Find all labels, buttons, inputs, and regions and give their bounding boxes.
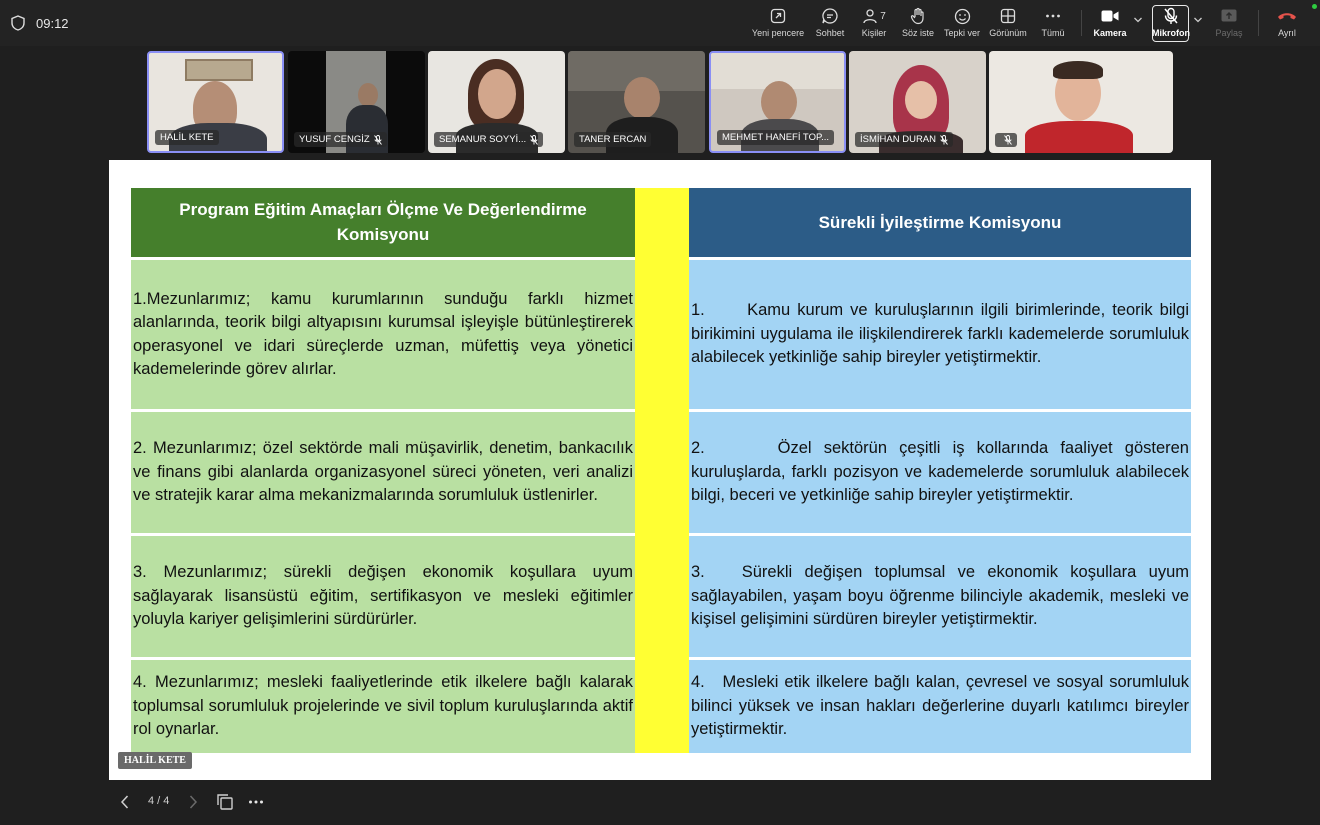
participant-video: [1053, 61, 1103, 79]
mic-muted-icon: [940, 135, 948, 145]
camera-label: Kamera: [1093, 28, 1127, 38]
participant-video: [1025, 121, 1133, 153]
mic-button[interactable]: [1153, 6, 1189, 42]
right-item-text: 2. Özel sektörün çeşitli iş kollarında faaliyet gösteren kuruluşlarda, farklı pozisyon ve kademelerde sorumluluk alabilecek bilgi, beceri ve yetkinliğe sahip bireyler yetiştirmektir.: [691, 439, 1194, 505]
left-item-text: 3. Mezunlarımız; sürekli değişen ekonomik koşullara uyum sağlayarak lisansüstü eğitim, sertifikasyon ve mesleki eğitimler yoluyla kariyer gelişimlerini sürdürürler.: [133, 563, 633, 629]
more-label: Tümü: [1041, 28, 1065, 38]
participant-name-tag: [434, 132, 543, 147]
more-dots-icon: [1045, 13, 1061, 19]
raise-hand-button[interactable]: [900, 6, 936, 42]
grid-view-icon: [1000, 8, 1016, 24]
people-count: 7: [880, 10, 886, 22]
participant-video: [358, 83, 378, 107]
new-window-label: Yeni pencere: [751, 28, 805, 38]
left-item-2: [131, 412, 635, 533]
toolbar-divider: [1081, 10, 1082, 36]
participant-name: TANER ERCAN: [579, 134, 647, 145]
camera-icon: [1101, 9, 1119, 23]
right-item-4: [689, 660, 1194, 753]
participant-name-tag: [717, 130, 834, 145]
participant-name: YUSUF CENGİZ: [299, 134, 370, 145]
leave-button[interactable]: [1270, 6, 1304, 42]
mic-muted-icon: [530, 135, 538, 145]
raise-hand-label: Söz iste: [901, 28, 934, 38]
participant-name: HALİL KETE: [160, 132, 214, 143]
left-item-text: 4. Mezunlarımız; mesleki faaliyetlerinde etik ilkelere bağlı kalarak toplumsal sorumluluk projelerinde ve sivil toplum kuruluşlarında aktif rol oynarlar.: [133, 673, 633, 739]
participant-name: İSMİHAN DURAN: [860, 134, 937, 145]
more-button[interactable]: [1038, 6, 1068, 42]
participant-tile[interactable]: [849, 51, 986, 153]
participant-video: [905, 81, 937, 119]
shield-icon[interactable]: [11, 15, 25, 31]
people-button[interactable]: [858, 6, 890, 42]
right-item-2: [689, 412, 1194, 533]
camera-options-chevron-icon[interactable]: [1133, 16, 1143, 24]
participant-name-tag: [855, 132, 953, 147]
right-item-3: [689, 536, 1194, 657]
participant-video: [478, 69, 516, 119]
left-column-header: Program Eğitim Amaçları Ölçme Ve Değerlendirme Komisyonu: [131, 188, 635, 257]
right-column-header: Sürekli İyileştirme Komisyonu: [689, 188, 1191, 257]
leave-label: Ayrıl: [1278, 28, 1296, 38]
right-item-1: [689, 260, 1194, 409]
new-window-button[interactable]: [750, 6, 806, 42]
mic-options-chevron-icon[interactable]: [1193, 16, 1203, 24]
left-item-4: [131, 660, 635, 753]
chat-label: Sohbet: [815, 28, 845, 38]
next-slide-chevron-icon[interactable]: [187, 792, 199, 812]
mic-label: Mikrofon: [1152, 28, 1190, 38]
active-speaker-tag: HALİL KETE: [118, 752, 192, 769]
mic-muted-icon: [1163, 7, 1179, 25]
wall-picture: [185, 59, 253, 81]
slides-overview-icon[interactable]: [216, 792, 234, 812]
shared-slide: [109, 160, 1211, 780]
participant-tile[interactable]: [709, 51, 846, 153]
right-item-text: 3. Sürekli değişen toplumsal ve ekonomik koşullara uyum sağlayabilen, yaşam boyu öğrenme bilinciyle akademik, mesleki ve kişisel gelişimini sürdüren bireyler yetiştirmektir.: [691, 563, 1194, 629]
smiley-icon: [954, 8, 971, 25]
participant-tile[interactable]: [989, 51, 1173, 153]
participant-tile[interactable]: [568, 51, 705, 153]
participant-tile[interactable]: [288, 51, 425, 153]
participant-name: MEHMET HANEFİ TOP...: [722, 132, 829, 143]
mic-muted-icon: [1004, 135, 1012, 145]
react-label: Tepki ver: [943, 28, 980, 38]
participant-video: [761, 81, 797, 123]
share-screen-icon: [1221, 9, 1237, 23]
toolbar-divider: [1258, 10, 1259, 36]
left-item-text: 1.Mezunlarımız; kamu kurumlarının sunduğu farklı hizmet alanlarında, teorik bilgi altyapısını kurumsal işleyişle bütünleştirerek operasyonel ve idari süreçlerde uzman, müfettiş veya yönetici kademelerinde görev alırlar.: [133, 289, 633, 378]
right-item-text: 1. Kamu kurum ve kuruluşlarının ilgili birimlerinde, teorik bilgi birikimini uygulama ile ilişkilendirerek farklı kademelerde sorumluluk alabilecek yetkinliğe sahip bireyler yetiştirmektir.: [691, 301, 1194, 367]
left-item-text: 2. Mezunlarımız; özel sektörde mali müşavirlik, denetim, bankacılık ve finans gibi alanlarda organizasyonel süreci yöneten, veri analizi ve stratejik karar alma mekanizmalarında sorumluluk üstlenirler.: [133, 439, 633, 505]
view-label: Görünüm: [989, 28, 1027, 38]
people-icon: [862, 8, 878, 24]
new-window-icon: [770, 8, 786, 24]
top-toolbar: [0, 0, 1320, 46]
view-button[interactable]: [988, 6, 1028, 42]
participant-tile[interactable]: [147, 51, 284, 153]
left-item-1: [131, 260, 635, 409]
chat-icon: [821, 7, 839, 25]
hang-up-icon: [1277, 11, 1297, 21]
right-item-text: 4. Mesleki etik ilkelere bağlı kalan, çevresel ve sosyal sorumluluk bilinci yüksek ve insan hakları değerlerine duyarlı katılımcı bireyler yetiştirmektir.: [691, 673, 1194, 739]
react-button[interactable]: [942, 6, 982, 42]
more-options-icon[interactable]: [248, 792, 264, 812]
people-label: Kişiler: [861, 28, 887, 38]
slide-page-indicator: 4 / 4: [148, 795, 170, 807]
previous-slide-chevron-icon[interactable]: [119, 792, 131, 812]
participant-tile[interactable]: [428, 51, 565, 153]
participant-name-tag: [995, 133, 1017, 147]
participant-name: SEMANUR SOYYİ...: [439, 134, 527, 145]
participant-name-tag: [294, 132, 387, 147]
share-button[interactable]: [1210, 6, 1248, 42]
left-item-3: [131, 536, 635, 657]
participant-name-tag: [155, 130, 219, 145]
column-separator: [635, 188, 689, 753]
share-label: Paylaş: [1215, 28, 1243, 38]
mic-muted-icon: [374, 135, 382, 145]
camera-button[interactable]: [1092, 6, 1128, 42]
connection-status-dot: [1312, 4, 1317, 9]
chat-button[interactable]: [812, 6, 848, 42]
meeting-timer: 09:12: [36, 16, 69, 31]
participant-name-tag: [574, 132, 651, 147]
participant-video: [624, 77, 660, 119]
hand-icon: [910, 7, 926, 25]
